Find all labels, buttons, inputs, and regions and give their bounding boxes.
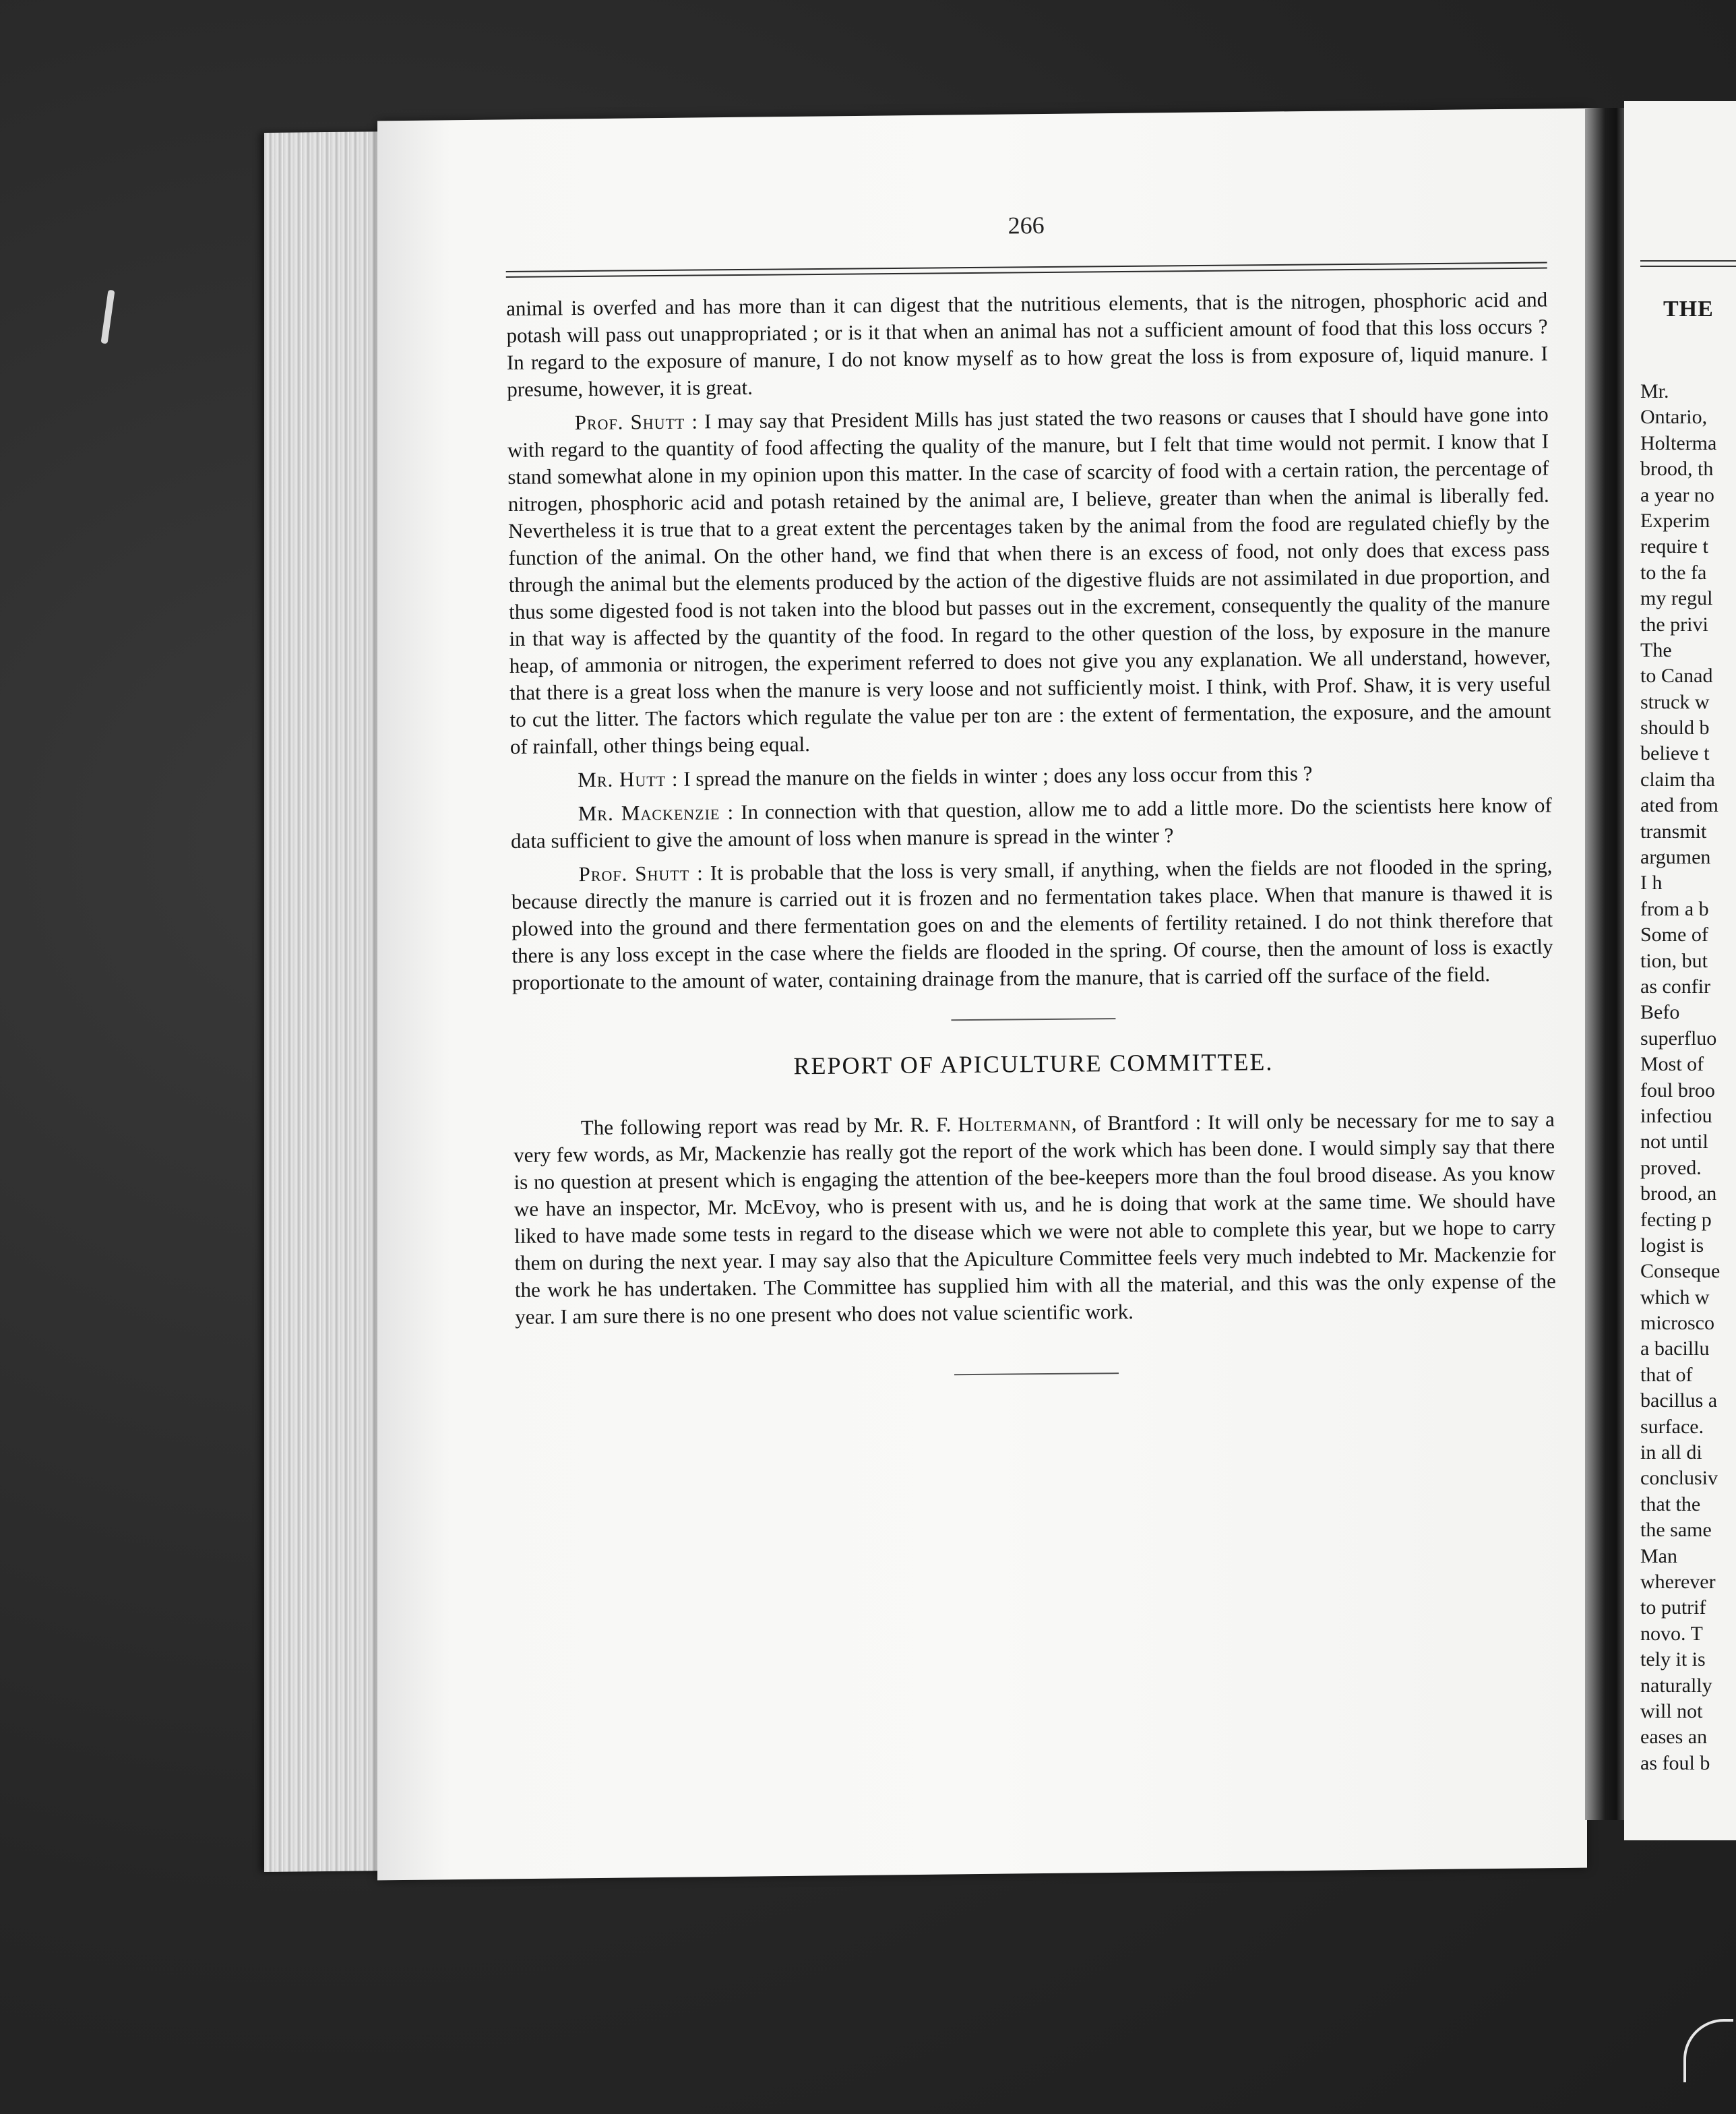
speaker-name: Prof. Shutt : xyxy=(574,409,699,435)
right-page-fragment xyxy=(1624,101,1736,1840)
right-page-text-fragments xyxy=(1640,379,1720,1776)
right-page-line: Conseque xyxy=(1640,1260,1720,1283)
right-page-line: conclusiv xyxy=(1640,1467,1718,1490)
right-page-line: foul broo xyxy=(1640,1079,1715,1101)
right-page-line: the same xyxy=(1640,1519,1712,1542)
right-page-line: ated from xyxy=(1640,794,1718,817)
paragraph-shutt-1 xyxy=(507,401,1551,760)
right-page-line: microsco xyxy=(1640,1312,1714,1335)
right-page-line: Mr. xyxy=(1640,380,1669,402)
right-page-line: Holterma xyxy=(1640,431,1717,454)
paragraph-shutt-2 xyxy=(511,852,1553,996)
right-page-line: not until xyxy=(1640,1130,1708,1153)
right-page-line: should b xyxy=(1640,717,1710,739)
right-page-line: tely it is xyxy=(1640,1648,1706,1671)
right-page-line: Some of xyxy=(1640,924,1708,946)
right-page-line: Ontario, xyxy=(1640,406,1708,429)
paragraph-text: animal is overfed and has more than it can digest that the nutritious elements, that is the nitrogen, phosphoric acid and potash will pass out unappropriated ; or is it that when an animal has not a sufficient amount of food that this loss occurs ? In regard to the exposure of manure, I do not know myself as to how great the loss is from exposure of, liquid manure. I presume, however, it is great. xyxy=(506,287,1548,401)
paragraph-text: In connection with that question, allow me to add a little more. Do the scientists here know of data sufficient to give the amount of loss when manure is spread in the winter ? xyxy=(510,793,1552,853)
right-page-line: novo. T xyxy=(1640,1622,1703,1645)
right-page-line: to putrif xyxy=(1640,1596,1706,1619)
report-lead-text: The following report was read by Mr. R. F. xyxy=(580,1112,952,1140)
paragraph-mackenzie xyxy=(511,791,1553,854)
right-page-line: transmit xyxy=(1640,820,1707,843)
end-divider xyxy=(954,1372,1119,1375)
speaker-name: Holtermann xyxy=(958,1111,1072,1137)
right-page-line: from a b xyxy=(1640,897,1709,920)
right-page-line: tion, but xyxy=(1640,949,1708,972)
right-page-line: logist is xyxy=(1640,1234,1704,1257)
right-page-line: argumen xyxy=(1640,846,1711,869)
paragraph-hutt xyxy=(510,758,1551,793)
right-page-line: The xyxy=(1640,638,1672,661)
book-page-edges xyxy=(264,131,392,1872)
apiculture-report-paragraph xyxy=(514,1106,1557,1330)
paragraph-text: I spread the manure on the fields in winter ; does any loss occur from this ? xyxy=(683,761,1313,791)
right-page-line: wherever xyxy=(1640,1570,1716,1593)
right-page-line: struck w xyxy=(1640,690,1710,713)
right-page-line: to the fa xyxy=(1640,561,1707,584)
right-page-line: a year no xyxy=(1640,483,1714,506)
right-page-line: bacillus a xyxy=(1640,1389,1718,1412)
right-page-line: surface. xyxy=(1640,1415,1704,1438)
right-page-line: brood, an xyxy=(1640,1182,1717,1205)
speaker-name: Mr. Hutt : xyxy=(578,766,679,792)
section-divider xyxy=(951,1018,1115,1021)
right-page-line: will not xyxy=(1640,1699,1703,1722)
right-page-line: require t xyxy=(1640,535,1708,558)
right-page-line: believe t xyxy=(1640,742,1710,765)
paragraph-text: I may say that President Mills has just stated the two reasons or causes that I should have gone into with regard to the quantity of food affecting the quality of the manure, but I felt that time would not permit. I know that I stand somewhat alone in my opinion upon this matter. In the case of scarcity of food with a certain ration, the percentage of nitrogen, phosphoric acid and potash retained by the animal are, I believe, greater than when the animal is liberally fed. Nevertheless it is true that to a great extent the percentages taken by the animal from the food are regulated chiefly by the function of the animal. On the other hand, we find that when there is an excess of food, not only does that excess pass through the animal but the elements produced by the action of the digestive fluids are not assimilated in due proportion, and thus some digested food is not taken into the blood but passes out in the excrement, consequently the quality of the manure in that way is affected by the quantity of the food. In regard to the other question of the loss, by exposure in the manure heap, of ammonia or nitrogen, the experiment referred to does not give you any explanation. We all understand, however, that there is a great loss when the manure is very loose and not sufficiently moist. I think, with Prof. Shaw, it is very useful to cut the litter. The factors which regulate the value per ton are : the extent of fermentation, the exposure, and the amount of rainfall, other things being equal. xyxy=(507,402,1551,758)
right-page-line: eases an xyxy=(1640,1726,1708,1749)
right-page-line: as confir xyxy=(1640,975,1711,998)
right-page-line: naturally xyxy=(1640,1674,1712,1697)
right-page-heading: THE xyxy=(1663,297,1714,322)
right-page-line: fecting p xyxy=(1640,1208,1712,1231)
right-page-line: Experim xyxy=(1640,509,1710,532)
right-page-line: Befo xyxy=(1640,1001,1680,1024)
right-page-line: Most of xyxy=(1640,1053,1704,1076)
right-page-line: the privi xyxy=(1640,613,1708,636)
right-page-header-rule xyxy=(1640,260,1736,267)
right-page-line: superfluo xyxy=(1640,1027,1717,1050)
page-text-block xyxy=(505,207,1557,1409)
speaker-name: Mr. Mackenzie : xyxy=(578,800,735,826)
header-double-rule xyxy=(506,262,1547,278)
right-page-line: to Canad xyxy=(1640,665,1713,688)
book-gutter xyxy=(1585,108,1630,1820)
right-page-line: as foul b xyxy=(1640,1751,1710,1774)
right-page-line: a bacillu xyxy=(1640,1337,1710,1360)
right-page-line: Man xyxy=(1640,1544,1677,1567)
paragraph-continuation xyxy=(506,286,1548,403)
right-page-line: I h xyxy=(1640,872,1663,895)
right-page-line: brood, th xyxy=(1640,458,1714,481)
section-heading: REPORT OF APICULTURE COMMITTEE. xyxy=(793,1048,1274,1080)
right-page-line: proved. xyxy=(1640,1156,1702,1179)
right-page-line: that of xyxy=(1640,1363,1693,1386)
right-page-line: that the xyxy=(1640,1492,1701,1515)
right-page-line: infectiou xyxy=(1640,1104,1712,1127)
page-number: 266 xyxy=(1008,212,1045,239)
right-page-line: which w xyxy=(1640,1286,1710,1308)
paragraph-text: It is probable that the loss is very small, if anything, when the fields are not flooded in the spring, because directly the manure is carried out it is frozen and no fermentation takes place. When that manure is thawed it is plowed into the ground and there fermentation goes on and the elements of fertility retained. I do not think therefore that there is any loss except in the case where the fields are flooded in the spring. Of course, then the amount of loss is exactly proportionate to the amount of water, containing drainage from the manure, that is carried off the surface of the field. xyxy=(511,853,1553,994)
right-page-line: claim tha xyxy=(1640,768,1715,791)
right-page-line: my regul xyxy=(1640,587,1713,610)
right-page-line: in all di xyxy=(1640,1441,1702,1464)
report-body-text: , of Brantford : It will only be necessary for me to say a very few words, as Mr, Mackenzie has really got the report of the work which has been done. I would simply say that there is no question at present which is engaging the attention of the bee-keepers more than the foul brood disease. As you know we have an inspector, Mr. McEvoy, who is present with us, and he is doing that work at the same time. We should have liked to have made some tests in regard to the disease which we were not able to complete this year, but we hope to carry them on during the next year. I may say also that the Apiculture Committee feels very much indebted to Mr. Mackenzie for the work he has undertaken. The Committee has supplied him with all the material, and this was the only expense of the year. I am sure there is no one present who does not value scientific work. xyxy=(514,1107,1556,1329)
speaker-name: Prof. Shutt : xyxy=(578,861,704,886)
